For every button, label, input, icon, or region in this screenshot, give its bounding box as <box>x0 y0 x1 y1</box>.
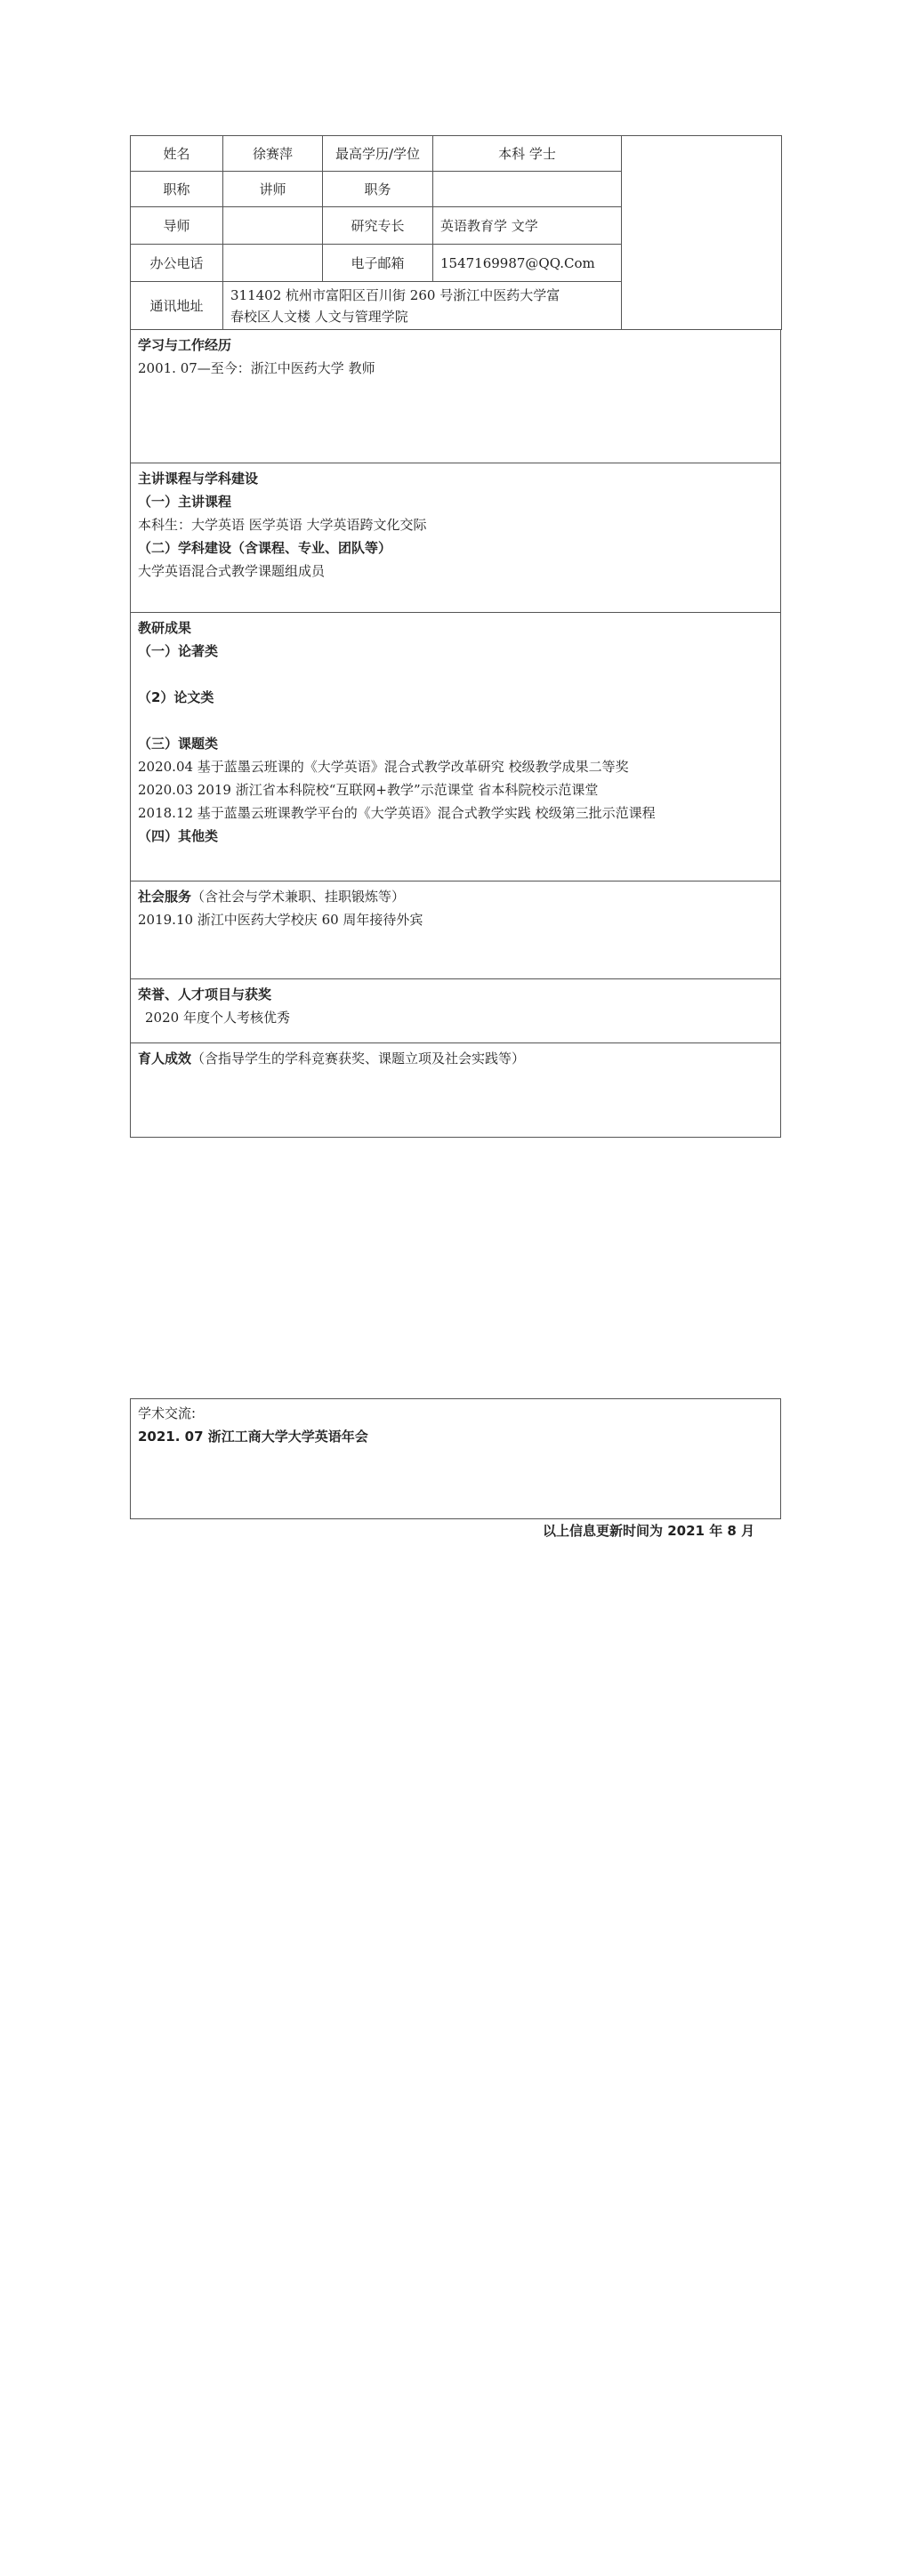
basic-info-table <box>130 135 782 330</box>
research-sub-projects: （三）课题类 <box>138 736 219 752</box>
title-label: 职称 <box>131 172 223 207</box>
expertise-value: 英语教育学 文学 <box>433 207 622 245</box>
name-label: 姓名 <box>131 136 223 172</box>
honors-heading: 荣誉、人才项目与获奖 <box>138 986 272 1002</box>
experience-item: 2001. 07—至今：浙江中医药大学 教师 <box>138 360 375 376</box>
supervisor-value <box>223 207 323 245</box>
address-line-2: 春校区人文楼 人文与管理学院 <box>230 308 408 325</box>
courses-heading: 主讲课程与学科建设 <box>138 471 259 487</box>
research-item: 2020.03 2019 浙江省本科院校“互联网+教学”示范课堂 省本科院校示范课堂 <box>138 782 599 798</box>
research-item: 2020.04 基于蓝墨云班课的《大学英语》混合式教学改革研究 校级教学成果二等奖 <box>138 759 629 775</box>
service-item: 2019.10 浙江中医药大学校庆 60 周年接待外宾 <box>138 912 423 928</box>
phone-value <box>223 245 323 282</box>
email-label: 电子邮箱 <box>323 245 433 282</box>
research-section <box>130 613 781 881</box>
address-line-1: 311402 杭州市富阳区百川街 260 号浙江中医药大学富 <box>230 286 560 303</box>
update-note: 以上信息更新时间为 2021 年 8 月 <box>543 1523 755 1539</box>
courses-sub-discipline: （二）学科建设（含课程、专业、团队等） <box>138 540 392 556</box>
supervisor-label: 导师 <box>131 207 223 245</box>
courses-sub-main: （一）主讲课程 <box>138 494 232 510</box>
experience-heading: 学习与工作经历 <box>138 337 232 353</box>
degree-value: 本科 学士 <box>433 136 622 172</box>
service-section <box>130 881 781 979</box>
courses-main-line: 本科生：大学英语 医学英语 大学英语跨文化交际 <box>138 517 427 533</box>
mentoring-section <box>130 1043 781 1138</box>
name-value: 徐赛萍 <box>223 136 323 172</box>
research-item: 2018.12 基于蓝墨云班课教学平台的《大学英语》混合式教学实践 校级第三批示范课程 <box>138 805 656 821</box>
exchange-section <box>130 1398 781 1519</box>
research-sub-books: （一）论著类 <box>138 643 219 659</box>
address-label: 通讯地址 <box>131 282 223 330</box>
service-note: （含社会与学术兼职、挂职锻炼等） <box>191 889 406 905</box>
experience-section <box>130 330 781 463</box>
address-value <box>223 282 622 330</box>
exchange-heading: 学术交流: <box>138 1405 197 1421</box>
research-sub-other: （四）其他类 <box>138 828 219 844</box>
service-heading: 社会服务 <box>138 889 192 905</box>
email-value: 1547169987@QQ.Com <box>433 245 622 282</box>
mentoring-note: （含指导学生的学科竞赛获奖、课题立项及社会实践等） <box>191 1051 526 1067</box>
mentoring-heading: 育人成效 <box>138 1051 192 1067</box>
degree-label: 最高学历/学位 <box>323 136 433 172</box>
position-value <box>433 172 622 207</box>
research-sub-papers: （2）论文类 <box>138 689 214 705</box>
honors-section <box>130 979 781 1043</box>
expertise-label: 研究专长 <box>323 207 433 245</box>
title-value: 讲师 <box>223 172 323 207</box>
phone-label: 办公电话 <box>131 245 223 282</box>
position-label: 职务 <box>323 172 433 207</box>
courses-section <box>130 463 781 613</box>
courses-discipline-line: 大学英语混合式教学课题组成员 <box>138 563 326 579</box>
research-heading: 教研成果 <box>138 620 192 636</box>
honors-item: 2020 年度个人考核优秀 <box>145 1010 290 1026</box>
photo-cell <box>622 136 782 330</box>
exchange-item: 2021. 07 浙江工商大学大学英语年会 <box>138 1429 368 1445</box>
